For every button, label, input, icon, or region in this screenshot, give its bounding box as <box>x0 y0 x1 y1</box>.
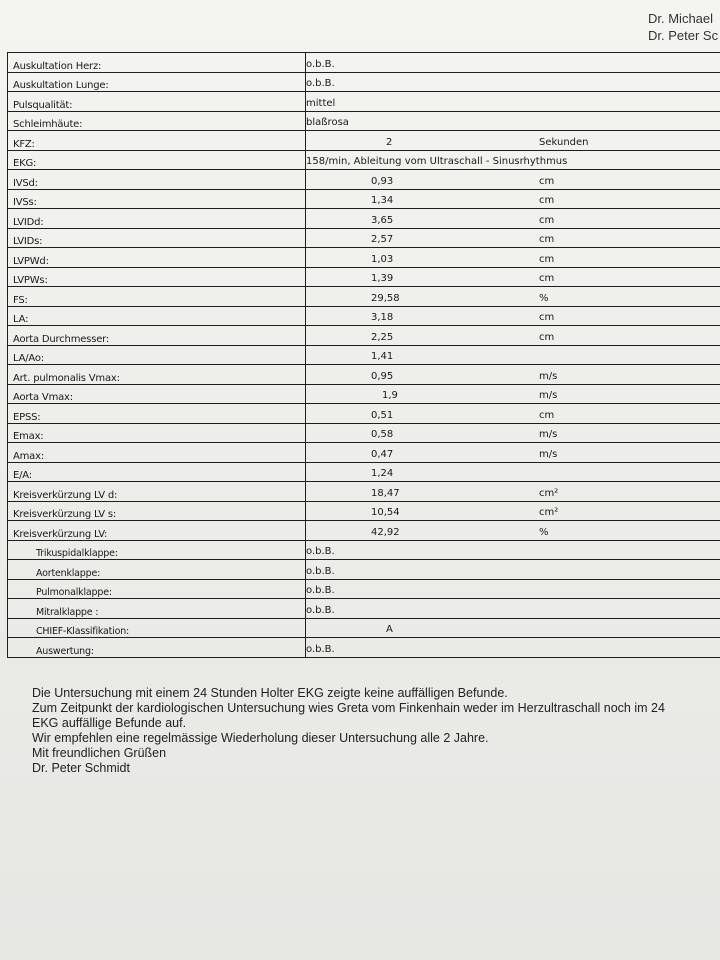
row-value-cell <box>306 111 720 131</box>
row-value: 3,18 <box>371 312 394 323</box>
table-row <box>8 560 720 580</box>
row-value: 0,95 <box>371 370 394 382</box>
table-row <box>8 404 720 424</box>
row-label: LA: <box>8 306 306 326</box>
table-row <box>8 326 720 346</box>
row-value: 18,47 <box>371 487 400 499</box>
holter-result-paragraph: Die Untersuchung mit einem 24 Stunden Holter EKG zeigte keine auffälligen Befunde. <box>32 686 508 700</box>
row-value: o.b.B. <box>306 565 335 577</box>
row-value: 2,25 <box>371 331 394 343</box>
row-value: 1,34 <box>371 195 394 206</box>
table-row <box>8 170 720 190</box>
table-row <box>8 482 720 502</box>
row-value-cell <box>306 560 720 580</box>
row-value: 2 <box>386 136 393 148</box>
row-value: mittel <box>306 97 336 109</box>
row-unit: m/s <box>539 448 558 460</box>
row-label: Emax: <box>8 423 306 443</box>
row-value-cell <box>306 540 720 560</box>
row-value-cell <box>306 345 720 365</box>
row-value: 0,51 <box>371 409 394 421</box>
row-value: 158/min, Ableitung vom Ultraschall - Sinusrhythmus <box>306 156 568 167</box>
table-row <box>8 306 720 326</box>
row-unit: % <box>539 526 549 538</box>
exam-result-line-2: EKG auffällige Befunde auf. <box>32 716 187 730</box>
row-value-cell <box>306 365 720 385</box>
table-row <box>8 53 720 73</box>
exam-result-line-1: Zum Zeitpunkt der kardiologischen Untersuchung wies Greta vom Finkenhain weder im Herzultraschall noch im 24 <box>32 701 665 715</box>
row-value: 0,93 <box>371 175 394 187</box>
row-label: Art. pulmonalis Vmax: <box>8 365 306 385</box>
table-row <box>8 287 720 307</box>
table-row <box>8 540 720 560</box>
row-value: 1,39 <box>371 273 394 284</box>
table-row <box>8 638 720 658</box>
row-value-cell <box>306 443 720 463</box>
row-value-cell <box>306 53 720 73</box>
table-row <box>8 150 720 170</box>
row-value: A <box>386 624 393 635</box>
row-label: E/A: <box>8 462 306 482</box>
doctor-name-2: Dr. Peter Sc <box>648 28 719 43</box>
signature-name: Dr. Peter Schmidt <box>32 761 130 775</box>
row-value: 1,24 <box>371 468 394 479</box>
findings-table <box>7 52 720 658</box>
doctor-name-1: Dr. Michael <box>648 11 714 26</box>
row-unit: m/s <box>539 429 558 440</box>
row-unit: cm <box>539 312 555 323</box>
row-value-cell <box>306 150 720 170</box>
table-row <box>8 248 720 268</box>
row-value-cell <box>306 384 720 404</box>
table-row <box>8 579 720 599</box>
row-value-cell <box>306 131 720 151</box>
greeting: Mit freundlichen Grüßen <box>32 746 167 760</box>
row-value: 10,54 <box>371 507 400 518</box>
table-row <box>8 189 720 209</box>
row-label: Pulmonalklappe: <box>8 579 306 599</box>
row-value-cell <box>306 599 720 619</box>
row-value: o.b.B. <box>306 546 335 557</box>
table-row <box>8 72 720 92</box>
table-row <box>8 501 720 521</box>
row-unit: cm <box>539 175 555 187</box>
table-row <box>8 228 720 248</box>
row-unit: m/s <box>539 370 558 382</box>
row-value-cell <box>306 306 720 326</box>
table-row <box>8 462 720 482</box>
row-label: Kreisverkürzung LV: <box>8 521 306 541</box>
table-row <box>8 209 720 229</box>
row-value-cell <box>306 267 720 287</box>
row-value-cell <box>306 423 720 443</box>
row-label: IVSd: <box>8 170 306 190</box>
row-label: LVIDs: <box>8 228 306 248</box>
row-label: IVSs: <box>8 189 306 209</box>
row-value-cell <box>306 170 720 190</box>
row-value: 3,65 <box>371 214 394 226</box>
header-doctor-names <box>648 10 718 44</box>
row-label: LVPWs: <box>8 267 306 287</box>
row-value-cell <box>306 92 720 112</box>
row-label: LVIDd: <box>8 209 306 229</box>
row-unit: cm <box>539 195 555 206</box>
row-value-cell <box>306 248 720 268</box>
row-unit: Sekunden <box>539 136 589 148</box>
row-label: Schleimhäute: <box>8 111 306 131</box>
table-row <box>8 618 720 638</box>
row-value-cell <box>306 579 720 599</box>
row-label: Auskultation Herz: <box>8 53 306 73</box>
row-value-cell <box>306 209 720 229</box>
table-row <box>8 267 720 287</box>
row-unit: % <box>539 292 549 304</box>
closing-text <box>32 686 720 776</box>
row-value-cell <box>306 482 720 502</box>
table-row <box>8 111 720 131</box>
table-row <box>8 131 720 151</box>
row-label: LVPWd: <box>8 248 306 268</box>
row-label: Aorta Durchmesser: <box>8 326 306 346</box>
row-value-cell <box>306 72 720 92</box>
row-unit: cm <box>539 214 555 226</box>
row-unit: cm <box>539 273 555 284</box>
row-value-cell <box>306 404 720 424</box>
row-label: CHIEF-Klassifikation: <box>8 618 306 638</box>
row-label: Pulsqualität: <box>8 92 306 112</box>
row-label: Aorta Vmax: <box>8 384 306 404</box>
row-value-cell <box>306 189 720 209</box>
row-value: blaßrosa <box>306 117 349 128</box>
row-value-cell <box>306 638 720 658</box>
row-label: EKG: <box>8 150 306 170</box>
row-unit: cm <box>539 331 555 343</box>
row-value: o.b.B. <box>306 585 335 596</box>
row-value-cell <box>306 501 720 521</box>
row-label: Aortenklappe: <box>8 560 306 580</box>
row-value: 1,41 <box>371 351 394 362</box>
row-value: 29,58 <box>371 292 400 304</box>
row-value: o.b.B. <box>306 58 335 70</box>
row-unit: cm <box>539 234 555 245</box>
table-row <box>8 345 720 365</box>
row-label: Mitralklappe : <box>8 599 306 619</box>
row-value-cell <box>306 326 720 346</box>
row-label: Kreisverkürzung LV s: <box>8 501 306 521</box>
row-value-cell <box>306 521 720 541</box>
row-value: 1,9 <box>382 390 398 401</box>
row-value: 0,58 <box>371 429 394 440</box>
row-label: FS: <box>8 287 306 307</box>
row-label: Auswertung: <box>8 638 306 658</box>
table-row <box>8 365 720 385</box>
row-unit: cm² <box>539 487 559 499</box>
table-row <box>8 599 720 619</box>
row-value: 0,47 <box>371 448 394 460</box>
row-unit: m/s <box>539 390 558 401</box>
row-label: Kreisverkürzung LV d: <box>8 482 306 502</box>
row-label: KFZ: <box>8 131 306 151</box>
recommendation-paragraph: Wir empfehlen eine regelmässige Wiederholung dieser Untersuchung alle 2 Jahre. <box>32 731 489 745</box>
row-value: 2,57 <box>371 234 394 245</box>
table-row <box>8 92 720 112</box>
table-row <box>8 423 720 443</box>
row-value-cell <box>306 618 720 638</box>
row-label: EPSS: <box>8 404 306 424</box>
table-row <box>8 521 720 541</box>
table-row <box>8 384 720 404</box>
row-value: 42,92 <box>371 526 400 538</box>
row-label: Trikuspidalklappe: <box>8 540 306 560</box>
table-row <box>8 443 720 463</box>
row-value: o.b.B. <box>306 78 335 89</box>
row-value: 1,03 <box>371 253 394 265</box>
row-unit: cm² <box>539 507 559 518</box>
row-value: o.b.B. <box>306 604 335 616</box>
row-value-cell <box>306 287 720 307</box>
row-unit: cm <box>539 409 555 421</box>
row-label: Amax: <box>8 443 306 463</box>
row-value-cell <box>306 228 720 248</box>
row-label: LA/Ao: <box>8 345 306 365</box>
row-label: Auskultation Lunge: <box>8 72 306 92</box>
row-unit: cm <box>539 253 555 265</box>
row-value-cell <box>306 462 720 482</box>
row-value: o.b.B. <box>306 643 335 655</box>
